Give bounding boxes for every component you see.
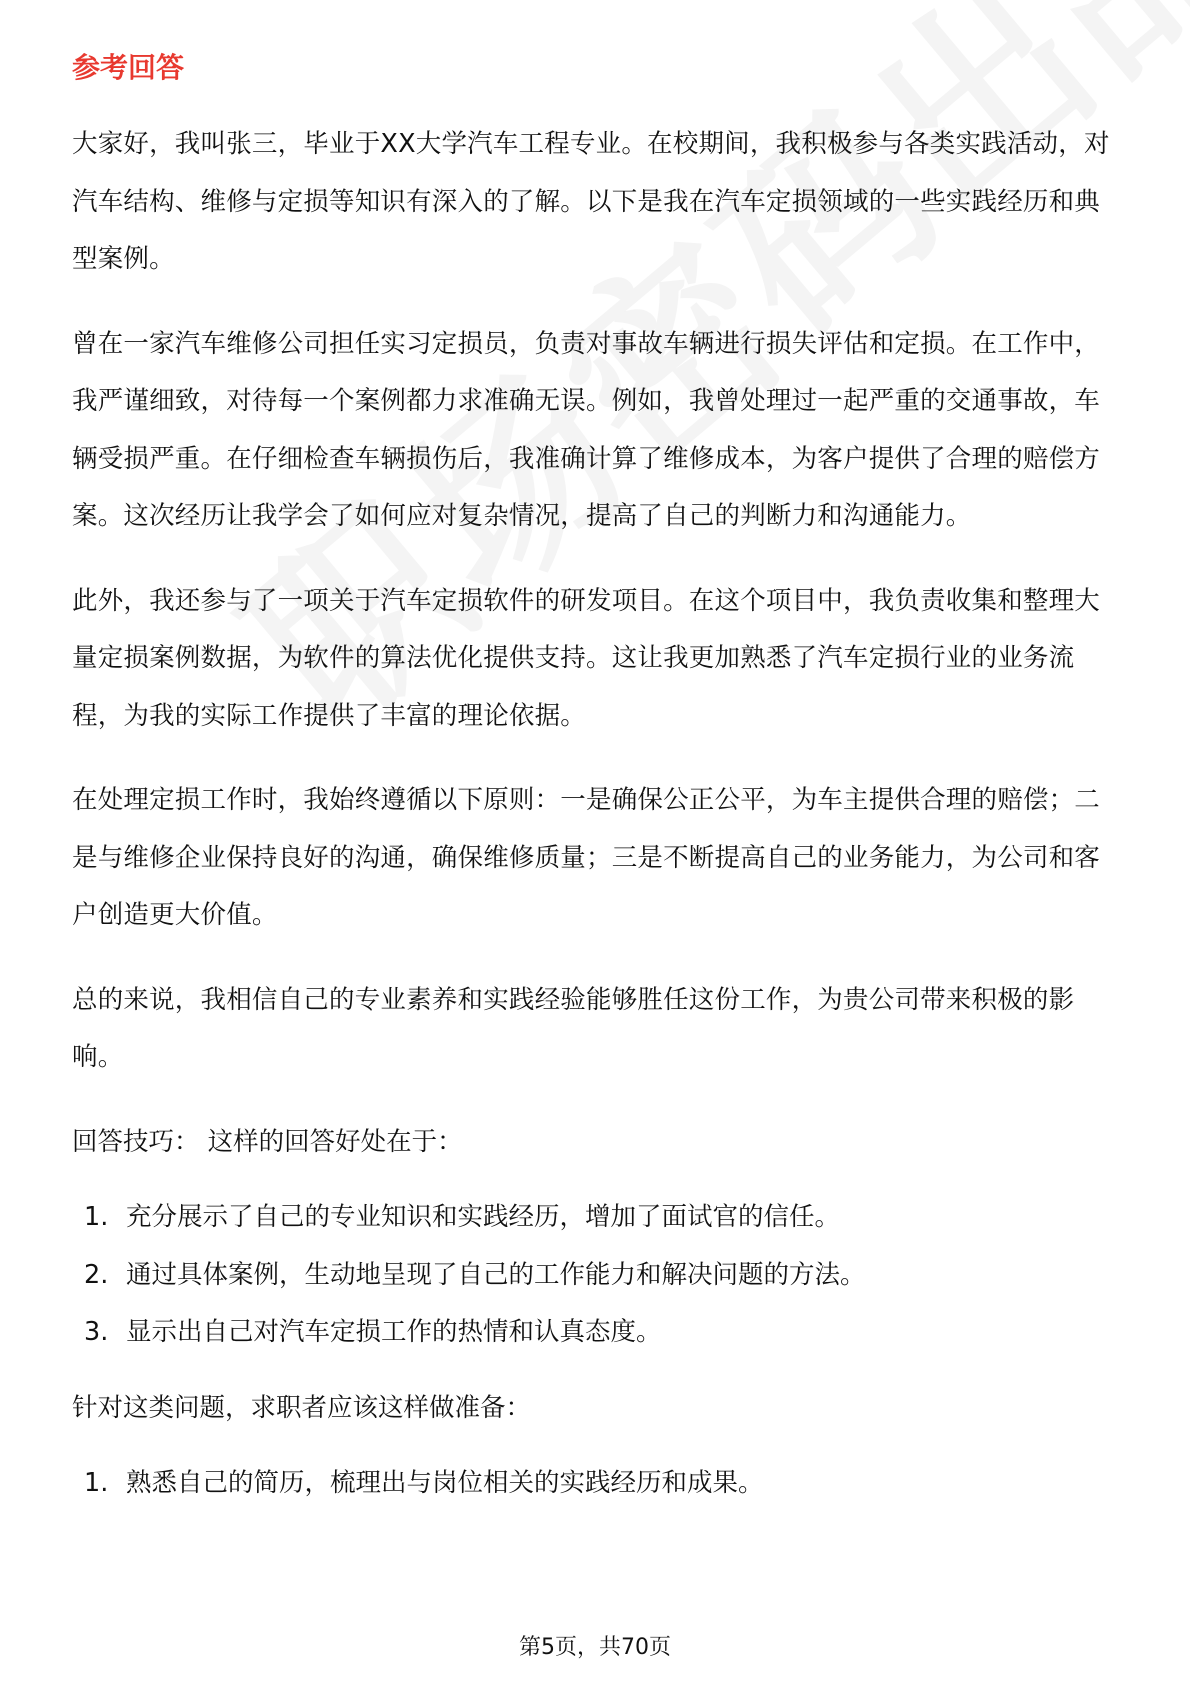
content-body [72, 116, 1122, 1531]
list-item-number: 2. [84, 1259, 109, 1290]
list-item-number: 3. [84, 1317, 109, 1347]
prep-label: 针对这类问题，求职者应该这样做准备： [72, 1392, 532, 1423]
list-item [72, 1189, 1122, 1247]
list-item-number: 1. [84, 1468, 109, 1498]
prep-list [72, 1455, 1122, 1513]
list-item-text: 显示出自己对汽车定损工作的热情和认真态度。 [126, 1317, 662, 1347]
list-item-number: 1. [84, 1202, 109, 1232]
section-heading: 参考回答 [72, 51, 185, 84]
paragraph-internship: 曾在一家汽车维修公司担任实习定损员，负责对事故车辆进行损失评估和定损。在工作中，我严谨细致，对待每一个案例都力求准确无误。例如，我曾处理过一起严重的交通事故，车辆受损严重。在仔细检查车辆损伤后，我准确计算了维修成本，为客户提供了合理的赔偿方案。这次经历让我学会了如何应对复杂情况，提高了自己的判断力和沟通能力。 [72, 328, 1101, 531]
list-item-text: 熟悉自己的简历，梳理出与岗位相关的实践经历和成果。 [126, 1468, 764, 1498]
paragraph-intro: 大家好，我叫张三，毕业于XX大学汽车工程专业。在校期间，我积极参与各类实践活动，对汽车结构、维修与定损等知识有深入的了解。以下是我在汽车定损领域的一些实践经历和典型案例。 [72, 129, 1110, 274]
paragraph-principles: 在处理定损工作时，我始终遵循以下原则：一是确保公正公平，为车主提供合理的赔偿；二是与维修企业保持良好的沟通，确保维修质量；三是不断提高自己的业务能力，为公司和客户创造更大价值。 [72, 785, 1101, 930]
list-item-text: 通过具体案例，生动地呈现了自己的工作能力和解决问题的方法。 [126, 1259, 866, 1290]
list-item [72, 1247, 1122, 1305]
tips-list [72, 1189, 1122, 1362]
list-item-text: 充分展示了自己的专业知识和实践经历，增加了面试官的信任。 [126, 1202, 841, 1232]
page-number-footer: 第5页，共70页 [519, 1635, 671, 1660]
paragraph-summary: 总的来说，我相信自己的专业素养和实践经验能够胜任这份工作，为贵公司带来积极的影响。 [72, 984, 1075, 1072]
list-item [72, 1304, 1122, 1362]
tips-label: 回答技巧： 这样的回答好处在于： [72, 1126, 463, 1157]
paragraph-project: 此外，我还参与了一项关于汽车定损软件的研发项目。在这个项目中，我负责收集和整理大量定损案例数据，为软件的算法优化提供支持。这让我更加熟悉了汽车定损行业的业务流程，为我的实际工作提供了丰富的理论依据。 [72, 585, 1101, 731]
list-item [72, 1455, 1122, 1513]
